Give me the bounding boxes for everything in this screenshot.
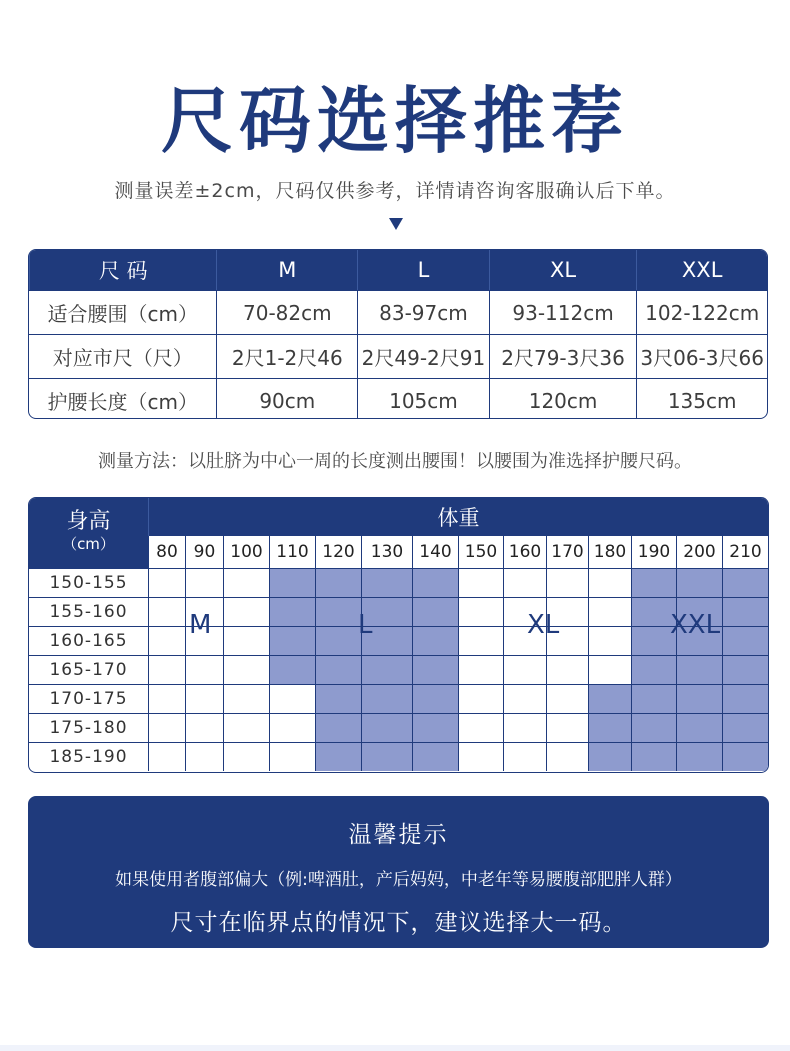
page-title: 尺码选择推荐 bbox=[160, 79, 629, 163]
grid-cell bbox=[503, 655, 546, 684]
grid-cell bbox=[148, 655, 185, 684]
weight-column-header: 110 bbox=[269, 536, 315, 568]
grid-cell bbox=[361, 568, 412, 597]
grid-cell bbox=[223, 684, 269, 713]
height-row-label: 150-155 bbox=[29, 568, 148, 597]
grid-cell bbox=[148, 626, 185, 655]
weight-column-header: 80 bbox=[148, 536, 185, 568]
grid-cell bbox=[546, 568, 588, 597]
grid-cell bbox=[269, 626, 315, 655]
grid-cell bbox=[148, 568, 185, 597]
grid-cell bbox=[676, 684, 722, 713]
weight-column-header: 140 bbox=[412, 536, 458, 568]
grid-cell bbox=[148, 742, 185, 771]
height-header bbox=[29, 498, 148, 568]
grid-cell bbox=[458, 742, 503, 771]
height-row-label: 175-180 bbox=[29, 713, 148, 742]
grid-cell bbox=[631, 568, 676, 597]
measurement-method: 测量方法：以肚脐为中心一周的长度测出腰围！以腰围为准选择护腰尺码。 bbox=[98, 451, 692, 472]
size-label-m: M bbox=[189, 610, 212, 640]
height-row-label: 185-190 bbox=[29, 742, 148, 771]
grid-cell bbox=[588, 742, 631, 771]
grid-cell bbox=[458, 626, 503, 655]
grid-cell bbox=[269, 684, 315, 713]
header-cell: 尺 码 bbox=[29, 250, 216, 290]
grid-cell bbox=[185, 568, 223, 597]
grid-cell bbox=[269, 597, 315, 626]
weight-column-header: 150 bbox=[458, 536, 503, 568]
grid-cell bbox=[223, 742, 269, 771]
grid-cell bbox=[722, 684, 768, 713]
grid-cell bbox=[631, 713, 676, 742]
grid-cell bbox=[269, 568, 315, 597]
weight-column-header: 160 bbox=[503, 536, 546, 568]
grid-cell bbox=[458, 597, 503, 626]
weight-columns bbox=[148, 536, 768, 568]
size-table bbox=[28, 249, 768, 419]
grid-cell bbox=[546, 713, 588, 742]
table-row bbox=[29, 290, 767, 334]
grid-cell bbox=[546, 742, 588, 771]
table-cell: 83-97cm bbox=[357, 291, 489, 334]
grid-cell bbox=[412, 626, 458, 655]
header-cell: XL bbox=[489, 250, 637, 290]
height-row-label: 160-165 bbox=[29, 626, 148, 655]
grid-cell bbox=[223, 597, 269, 626]
table-cell: 2尺79-3尺36 bbox=[489, 335, 637, 378]
grid-cell bbox=[546, 684, 588, 713]
grid-cell bbox=[458, 713, 503, 742]
grid-cell bbox=[722, 568, 768, 597]
weight-column-header: 180 bbox=[588, 536, 631, 568]
grid-cell bbox=[315, 684, 361, 713]
tip-title: 温馨提示 bbox=[348, 822, 449, 848]
table-cell: 120cm bbox=[489, 379, 637, 419]
table-cell: 70-82cm bbox=[216, 291, 357, 334]
grid-cell bbox=[269, 655, 315, 684]
grid-cell bbox=[361, 684, 412, 713]
grid-cell bbox=[361, 742, 412, 771]
weight-column-header: 130 bbox=[361, 536, 412, 568]
grid-cell bbox=[148, 597, 185, 626]
grid-cell bbox=[315, 742, 361, 771]
weight-title: 体重 bbox=[148, 498, 768, 536]
grid-cell bbox=[676, 655, 722, 684]
size-grid-chart bbox=[28, 497, 769, 773]
grid-cell bbox=[185, 742, 223, 771]
grid-cell bbox=[676, 713, 722, 742]
grid-cell bbox=[631, 684, 676, 713]
table-row bbox=[29, 378, 767, 419]
weight-column-header: 170 bbox=[546, 536, 588, 568]
table-cell: 102-122cm bbox=[636, 291, 767, 334]
weight-column-header: 200 bbox=[676, 536, 722, 568]
table-cell: 3尺06-3尺66 bbox=[636, 335, 767, 378]
size-label-xl: XL bbox=[527, 610, 560, 640]
row-label: 适合腰围（cm） bbox=[47, 302, 198, 326]
height-title: 身高 bbox=[66, 509, 111, 534]
grid-cell bbox=[185, 655, 223, 684]
height-row-label: 170-175 bbox=[29, 684, 148, 713]
row-label: 对应市尺（尺） bbox=[52, 346, 193, 370]
grid-cell bbox=[223, 713, 269, 742]
grid-cell bbox=[412, 568, 458, 597]
down-arrow-icon bbox=[389, 218, 403, 230]
grid-cell bbox=[503, 713, 546, 742]
grid-cell bbox=[676, 742, 722, 771]
grid-cell bbox=[223, 655, 269, 684]
grid-cell bbox=[269, 742, 315, 771]
grid-cell bbox=[223, 568, 269, 597]
grid-cell bbox=[722, 597, 768, 626]
grid-cell bbox=[503, 742, 546, 771]
header-cell: L bbox=[357, 250, 489, 290]
grid-cell bbox=[185, 713, 223, 742]
tip-box bbox=[28, 796, 769, 948]
grid-cell bbox=[503, 568, 546, 597]
grid-cell bbox=[588, 597, 631, 626]
grid-cell bbox=[588, 568, 631, 597]
grid-cell bbox=[722, 626, 768, 655]
grid-cell bbox=[588, 626, 631, 655]
weight-column-header: 210 bbox=[722, 536, 768, 568]
grid-cell bbox=[588, 655, 631, 684]
grid-cell bbox=[315, 626, 361, 655]
table-cell: 135cm bbox=[636, 379, 767, 419]
table-cell: 93-112cm bbox=[489, 291, 637, 334]
grid-cell bbox=[676, 568, 722, 597]
grid-cell bbox=[412, 597, 458, 626]
grid-cell bbox=[361, 713, 412, 742]
grid-cell bbox=[315, 655, 361, 684]
grid-cell bbox=[722, 655, 768, 684]
grid-cell bbox=[412, 742, 458, 771]
tip-line-2: 尺寸在临界点的情况下，建议选择大一码。 bbox=[170, 910, 627, 936]
tip-line-1: 如果使用者腹部偏大（例:啤酒肚，产后妈妈，中老年等易腰腹部肥胖人群） bbox=[115, 870, 682, 890]
grid-cell bbox=[412, 655, 458, 684]
size-label-l: L bbox=[358, 610, 373, 640]
header-cell: XXL bbox=[636, 250, 767, 290]
height-row-label: 155-160 bbox=[29, 597, 148, 626]
grid-cell bbox=[631, 742, 676, 771]
size-label-xxl: XXL bbox=[670, 610, 721, 640]
grid-cell bbox=[412, 713, 458, 742]
table-cell: 2尺49-2尺91 bbox=[357, 335, 489, 378]
grid-cell bbox=[185, 684, 223, 713]
grid-cell bbox=[269, 713, 315, 742]
grid-cell bbox=[361, 655, 412, 684]
grid-cell bbox=[631, 655, 676, 684]
grid-cell bbox=[458, 684, 503, 713]
weight-column-header: 90 bbox=[185, 536, 223, 568]
grid-cell bbox=[148, 713, 185, 742]
weight-column-header: 100 bbox=[223, 536, 269, 568]
grid-cell bbox=[315, 713, 361, 742]
grid-cell bbox=[315, 597, 361, 626]
grid-cell bbox=[458, 655, 503, 684]
subtitle: 测量误差±2cm，尺码仅供参考，详情请咨询客服确认后下单。 bbox=[114, 180, 676, 202]
height-unit: （cm） bbox=[62, 535, 115, 553]
grid-cell bbox=[546, 655, 588, 684]
weight-column-header: 120 bbox=[315, 536, 361, 568]
grid-cell bbox=[588, 713, 631, 742]
height-row-label: 165-170 bbox=[29, 655, 148, 684]
header-cell: M bbox=[216, 250, 357, 290]
row-label: 护腰长度（cm） bbox=[47, 390, 198, 414]
weight-column-header: 190 bbox=[631, 536, 676, 568]
table-cell: 2尺1-2尺46 bbox=[216, 335, 357, 378]
table-cell: 105cm bbox=[357, 379, 489, 419]
size-table-header bbox=[29, 250, 767, 290]
grid-cell bbox=[722, 742, 768, 771]
height-rows bbox=[29, 568, 148, 771]
grid-cell bbox=[412, 684, 458, 713]
grid-cell bbox=[223, 626, 269, 655]
bottom-divider bbox=[0, 1045, 790, 1051]
grid-cell bbox=[315, 568, 361, 597]
grid-cell bbox=[722, 713, 768, 742]
grid-cell bbox=[148, 684, 185, 713]
grid-cell bbox=[458, 568, 503, 597]
table-cell: 90cm bbox=[216, 379, 357, 419]
grid-cell bbox=[503, 684, 546, 713]
grid-cell bbox=[588, 684, 631, 713]
table-row bbox=[29, 334, 767, 378]
